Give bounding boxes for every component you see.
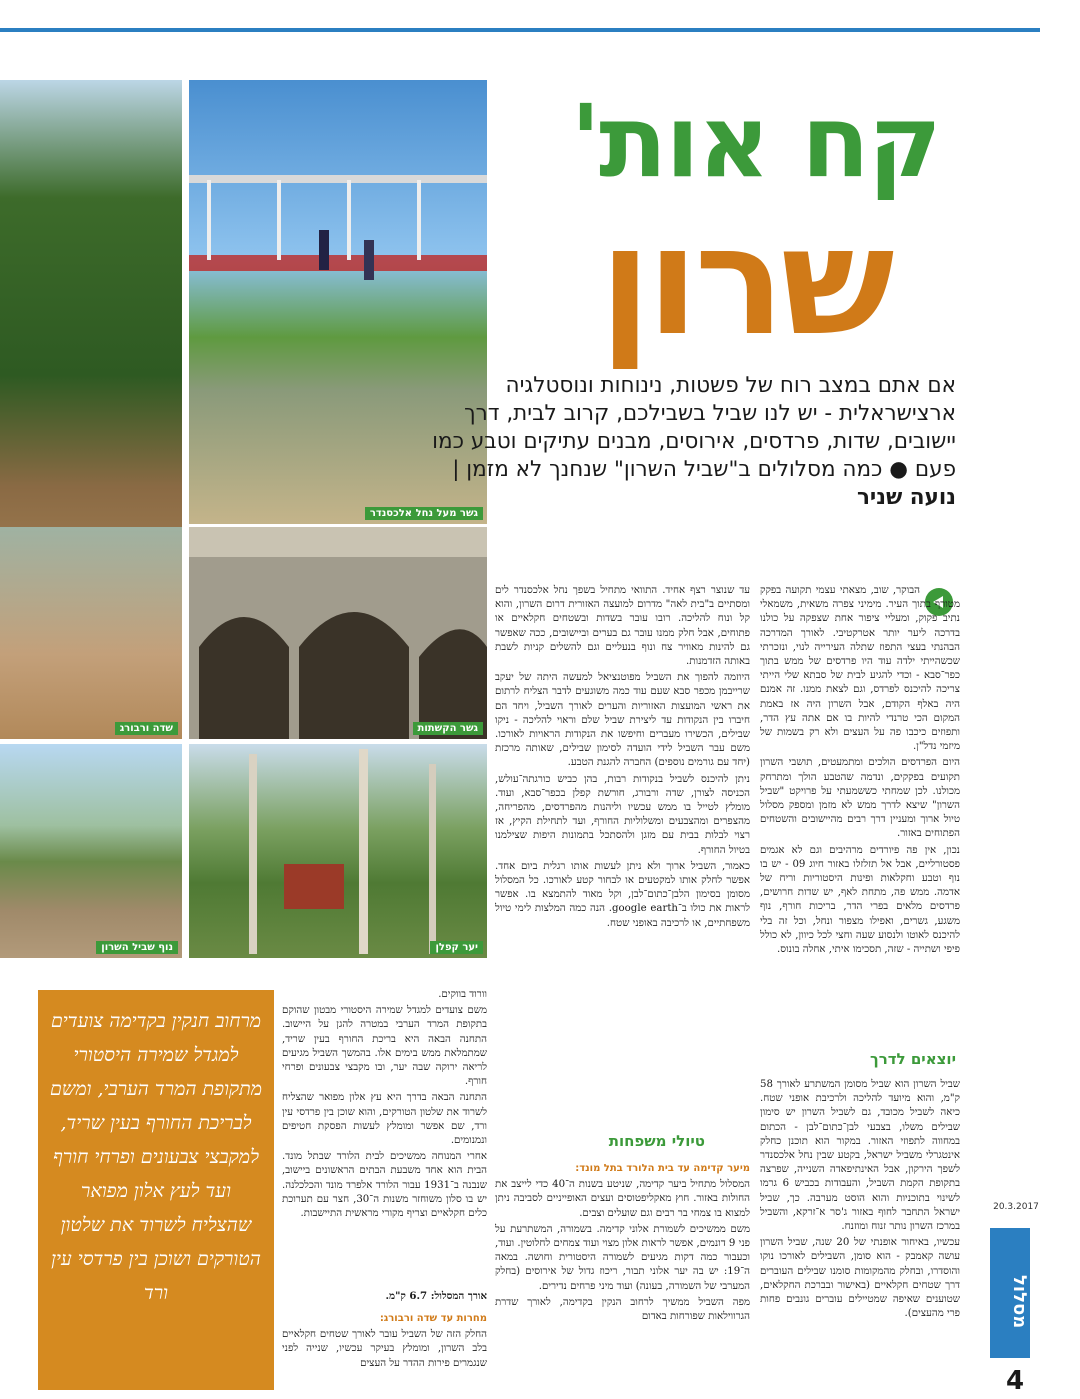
page-number: 4 xyxy=(1005,1366,1025,1396)
section-tab: מסלול xyxy=(990,1228,1030,1358)
caption-arches: גשר הקשתות xyxy=(413,722,483,735)
field-photo xyxy=(0,744,182,958)
park-photo xyxy=(189,744,487,958)
col3-paragraph: התחנה הבאה בדרך היא עץ אלון מפואר שהצליח לשרוד את שלטון הטורקים, והוא שוכן בין פרדסי עין ורד, שם אפשר ומומלץ לעשות הפסקת חטיפים ונמנומים. xyxy=(282,1092,487,1147)
caption-view: נוף שביל השרון xyxy=(96,941,178,954)
caption-bridge: גשר מעל נחל אלכסנדר xyxy=(365,507,483,520)
col2-paragraph: כאמור, השביל ארוך ולא ניתן לעשות אותו רגלית ביום אחד. אפשר לחלק אותו למקטעים או לבחור קטע לאורכו. כל המסלול מסומן בסימון הלבן־כתום־לבן, וקל מאוד להתמצא בו. אפשר לראות את כולו ב־google earth. הנה כמה המלצות לימי טיול משפחתיים, או לרכיבה באופני שטח. xyxy=(495,860,750,929)
col3-paragraph: משם צועדים למגדל שמירה היסטורי מבטון שהוקם בתקופת המרד הערבי במטרה להגן על היישוב. התחנה הבאה היא בריכת החורף בעין שריד, שמתמלאת ממש בימים אלו. בהמשך השביל מגיעים לריאה ירוקה שבה יער, ובו מקבצי צבעונים ופרחי חורף. xyxy=(282,1005,487,1088)
col2-paragraph: היוזמה להפוך את השביל מפוטנציאל למעשה היתה של יעקב שרייבמן מכפר סבא שעם עוד כמה משוגעים לדבר הצליח לרתום את ראשי המועצות האזוריות והערים לאורך השביל, ויחד הם חיברו בין הנקודות עד ליצירת שביל שלם וראוי להליכה - ניקו שבילים, הכשירו מעברים וחיפשו את הנקודות הראויות לאורכו. משם עבר השביל לידי הועדה לסימון שבילים, שאותה מרכזת (יחד עם גורמים נוספים) החברה להגנת הטבע. xyxy=(495,672,750,769)
issue-date: 20.3.2017 xyxy=(993,1202,1039,1212)
lead-paragraph xyxy=(400,372,956,512)
subhead-kadima: מיער קדימה עד בית הלורד בתל מונד: xyxy=(575,1163,750,1174)
headline-line2: שרון xyxy=(599,195,891,369)
col3-paragraph: אחרי המנוחה ממשיכים לבית הלורד שבתל מונד. הבית הוא אחד משבעת הבתים הראשונים ביישוב, שנבנה ב־1931 עבור הלורד אלפרד מונד והכלכלנה. יש בו סלון משוחזר משנות ה־30, חצר עם תערוכת כלים חקלאיים וצריף מקורי מראשית התיישבות. xyxy=(282,1151,487,1220)
col1b-paragraph: שביל השרון הוא שביל מסומן המשתרע לאורך 58 ק"מ, והוא מיועד להליכה ולרכיבת אופני שטח. כיאה לשביל מכובד, גם לשביל השרון יש סימון שבילים משלו, בצבעי לבן־כתום־לבן - הכתום במחווה לתפוזי האזור. במקור הוא תוכנן כחלק אינטגרלי משביל ישראל, בקטע שבין נחל אלכסנדר לשפך הירקון, אבל האינתיפאדה השנייה, שפרצה בתקופת הקמת השביל, והעבודות בכביש 6 גרמו לשינוי בתוכניות והוא הוסט מערבה. כך, שביל ישראל התחבר לחוף באזור ג'סר א־זרקא, והשביל במרכז השרון נותר זנוח ומוזנח. xyxy=(760,1079,960,1233)
heading-going-out: יוצאים לדרך xyxy=(870,1050,956,1068)
column-2b xyxy=(495,1162,750,1392)
column-3 xyxy=(282,988,487,1288)
col2-paragraph: עד שנוצר רצף אחיד. התוואי מתחיל בשפך נחל אלכסנדר לים ומסתיים ב"בית לאה" מדרום למועצה האזורית דרום השרון, והוא קל ונוח להליכה. רובו עובר בשדות ובשטחים חקלאיים או פתוחים, אבל חלק ממנו עובר גם בערים וביישובים, ככה שאפשר גם להינות מאוויר צח ונוף בנעליים וגם להשלים קניות לשבת באותה הזדמנות. xyxy=(495,585,750,668)
author-name: נועה שניר xyxy=(856,485,956,510)
col2b-paragraph: מפה השביל ממשיך לרחוב הנקין בקדימה, לאורך שדרת הגרווילאות שפורחות באדום xyxy=(495,1296,750,1323)
caption-park: יער קפלן xyxy=(430,941,483,954)
col1-paragraph: נכון, אין פה פיורדים מרהיבים וגם לא אגמים פסטורליים, אבל אל תזלזלו באזור חיוג 09 - יש בו נוף וטבע וחקלאות ופינות היסטוריות וריח של אדמה. ממש פה, מתחת לאף, יש שדות חרושים, פרדסים מלאים בפרי הדר, בריכות חורף, נוף משגע, גשרים, ואפילו מצפור ונחל, וכל זה בלי להיכנס לאוטו ולנסוע שעה וחצי לכל כיוון, לא כולל פיפי ושתייה - שזה, תסכימו איתי, אחלה בונוס. xyxy=(760,844,960,956)
col3-paragraph: וורוד בווקים. xyxy=(438,989,487,1000)
headline-line1: קח אות' xyxy=(570,83,940,200)
col2b-paragraph: משם ממשיכים לשמורת אלוני קדימה. בשמורה, המשתרעת על פני 9 דונמים, אפשר לראות אלון מצוי ועוד צמחים לחלוטין. ועוד, וכעבור כמה דקות מגיעים לשמורה היסטורית וחושה. במאה ה־19: יש בה יער אלוני תבור, ריכוז גדול של אירוסים (בחלק המערבי של השמורה, בעונה) ועוד מיני פרחים נדירים. xyxy=(495,1223,750,1292)
arches-photo xyxy=(189,527,487,739)
pull-quote: מרחוב חנקין בקדימה צועדים למגדל שמירה היסטורי מתקופת המרד הערבי, ומשם לבריכת החורף בעין שריד, למקבצי צבעונים ופרחי חורף ועד לעץ אלון מפואר שהצליח לשרוד את שלטון הטורקים ושוכן בין פרדסי עין ורד xyxy=(38,990,274,1390)
col2-paragraph: ניתן להיכנס לשביל בנקודות רבות, בהן כביש כורגתה־עולש, הכניסה לצורן, שדה ורבורג, חורשת קפלן בכפר־סבא, ועוד. מומלץ לטייל בו ממש עכשיו וליהנות מהפרדסים, מהפריחה, מהצפרים ומהצבעים ומשלוליות החורף, ועד לתחילת הקיץ, אז רצוי לבלות בבית עם מזגן ולהסתכל בתמונות היפות שצילמנו בטיול החורף. xyxy=(495,773,750,856)
route-length: אורך המסלול: 6.7 ק"מ. xyxy=(385,1290,487,1302)
col2b-paragraph: המסלול מתחיל ביער קדימה, שניטע בשנות ה־40 כדי לייצב את החולות באזור. חוץ מאקליפטוסים ועצים האופייניים לסביבה ניתן למצוא בו צמחי בר רבים וגם שועלים וצבים. xyxy=(495,1179,750,1219)
column-1b xyxy=(760,1078,960,1394)
col1-paragraph: היום הפרדסים הולכים ומתמעטים, תושבי השרון תקועים בפקקים, ונדמה שהטבע הולך ומתרחק מכולנו. לכן שמחתי כששמעתי על פרויקט "שביל השרון" שיצא לדרך ממש לא מזמן ומספק מסלול טיול ארוך ומעניין דרך רבים מהיישובים והשטחים הפתוחים באזור. xyxy=(760,757,960,840)
orchard-bottom-photo xyxy=(0,527,182,739)
column-3b xyxy=(282,1312,487,1392)
heading-family: טיולי משפחות xyxy=(608,1132,705,1150)
col1b-paragraph: עכשיו, באיחור אופנתי של 20 שנה, שביל השרון עושה קאמבק - הוא סומן, השבילים לאורכו נוקו והוסדרו, ובחלק מהמקומות סומנו שבילים העוברים דרך שטחים חקלאיים (באישור ובברכת החקלאים, שטוענים שאיפה שמטיילים עוברים גונבים פחות פרי מהעצים). xyxy=(760,1237,960,1320)
subhead-warburg: מחרות עד שדה ורבורג: xyxy=(379,1313,487,1324)
column-2 xyxy=(495,584,750,1114)
column-1 xyxy=(760,584,960,1032)
lead-text: אם אתם במצב רוח של פשטות, נינוחות ונוסטלגיה ארצישראלית - יש לנו שביל בשבילכם, קרוב לבית, דרך יישובים, שדות, פרדסים, אירוסים, מבנים עתיקים וטבע כמו פעם ● כמה מסלולים ב"שביל השרון" שנחנך לא מזמן | xyxy=(432,373,956,482)
col3b-paragraph: החלק הזה של השביל עובר לאורך שטחים חקלאיים בלב השרון, ומומלץ בעיקר עכשיו, שנייה לפני שנגמרים פירות ההדר על העצים xyxy=(282,1329,487,1369)
top-rule xyxy=(0,28,1040,32)
caption-field: שדה ורבורג xyxy=(115,722,178,735)
col1-paragraph: הבוקר, שוב, מצאתי עצמי תקועה בפקק מטורף בתוך העיר. מימיני צפרה משאית, משמאלי נתיב פקוק, ומעליי ציפור אחת שצפקה על כולנו בדרכה ליער יותר אטרקטיבי. לאורך המדרכה הבהנתי בעצי התפוז שתלה העירייה לנוי, ונזכרתי שכשהייתי ילדה עוד היו פרדסים של ממש בתוך כפר־סבא - וכדי להגיע לבית של סבתא שלי הייתי צריכה להיכנס לפרדס, וגם לצאת ממנו. זה אמנם היה באלף הקודם, אבל השרון היה אז באמת המקום הכי טרנדי להיות בו אם אתה עץ הדר, ותפוזים כיכבו פה על העצים ולא רק בשמות של מיזמי נדל"ן. xyxy=(760,585,960,753)
